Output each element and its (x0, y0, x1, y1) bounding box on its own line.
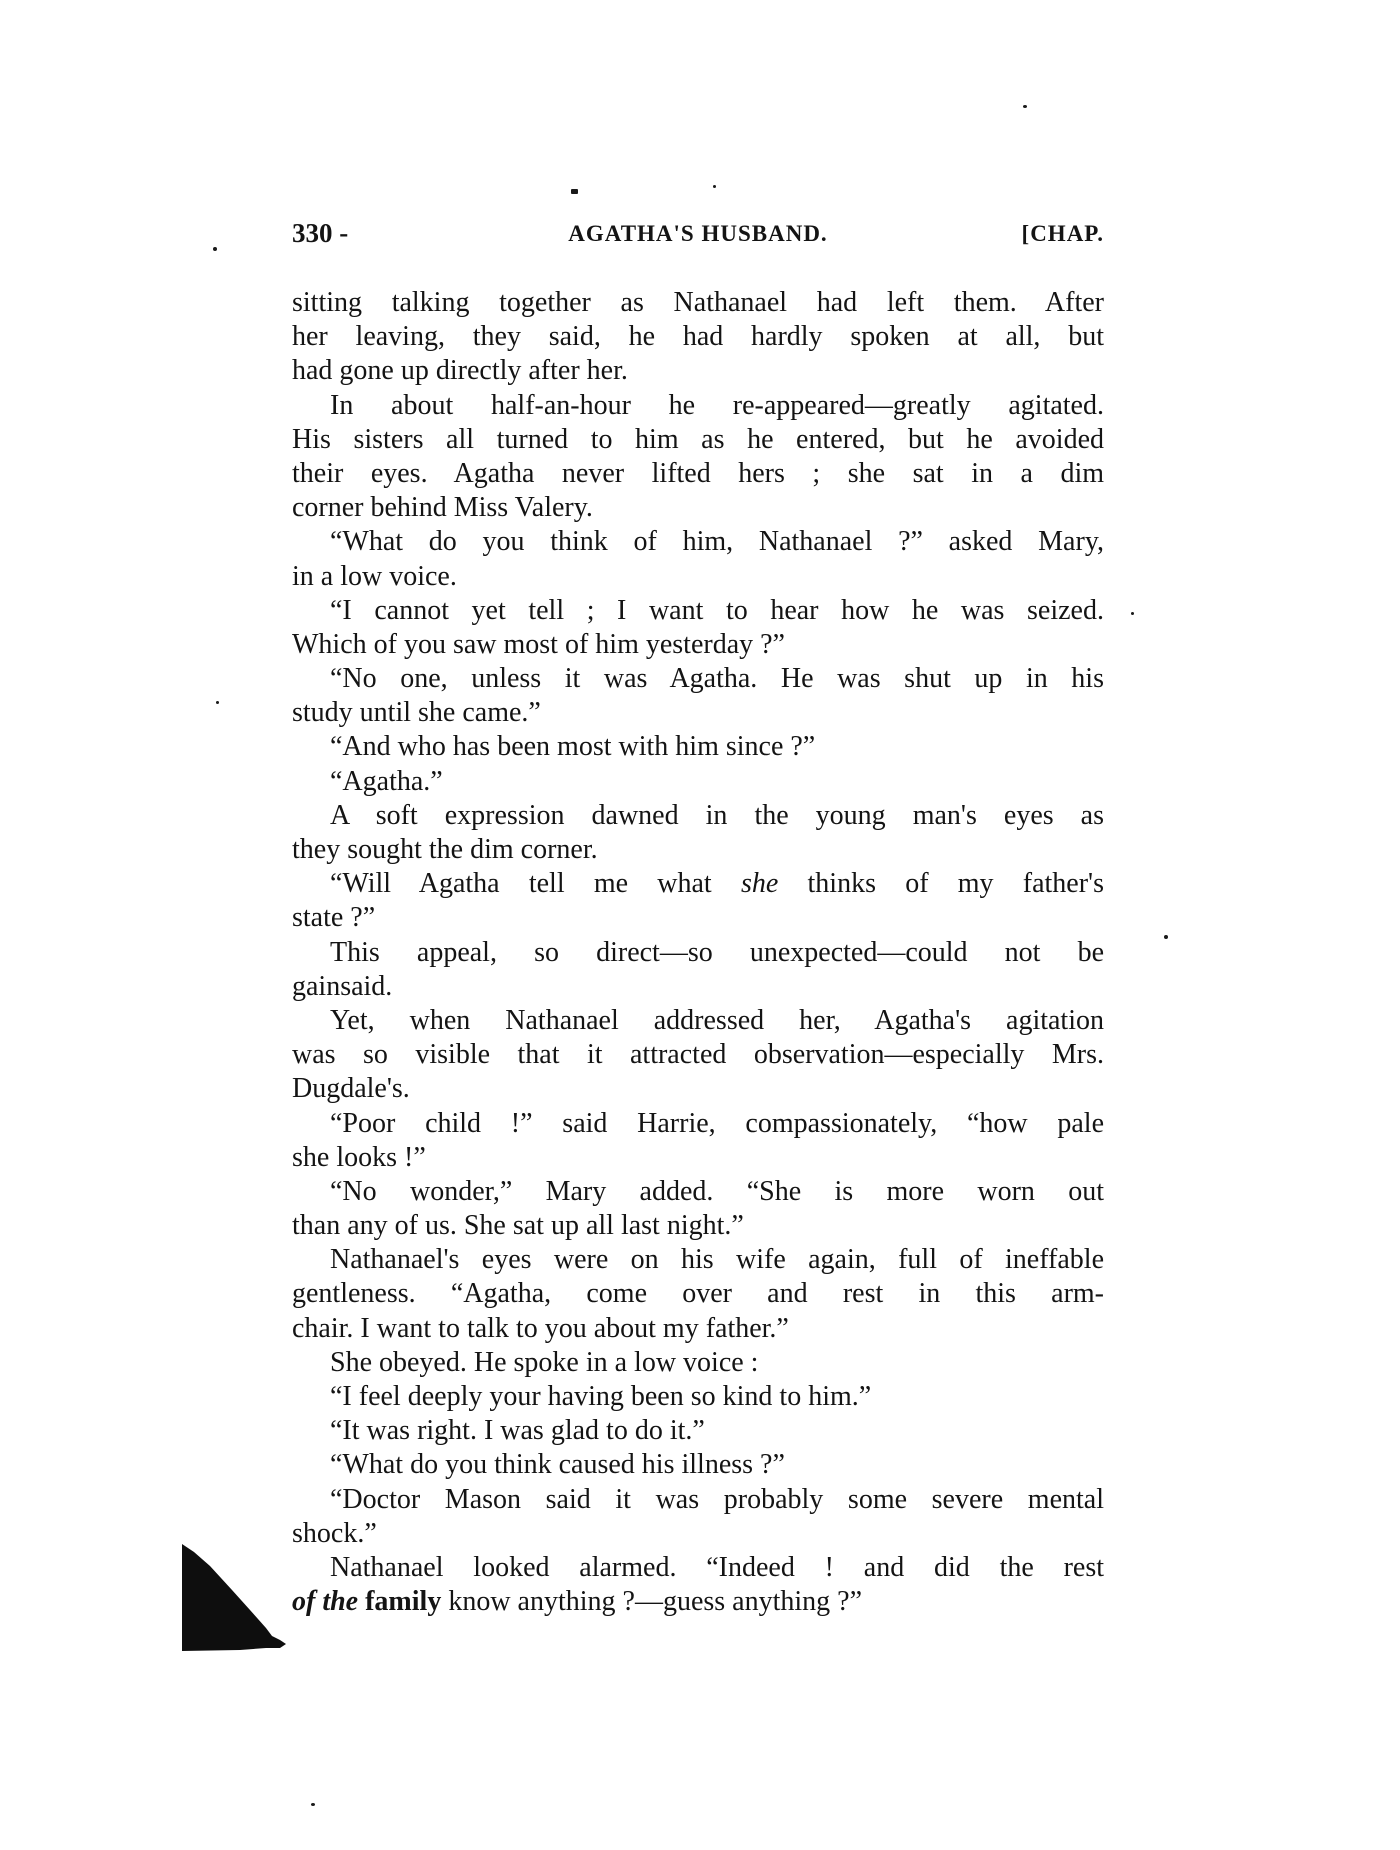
text-line: His sisters all turned to him as he entered, but he avoided (292, 423, 1104, 455)
text-line: Dugdale's. (292, 1073, 410, 1105)
scan-speck (713, 185, 716, 188)
text-line: In about half-an-hour he re-appeared—greatly agitated. (330, 389, 1104, 421)
text-line: “Poor child !” said Harrie, compassionately, “how pale (330, 1107, 1104, 1139)
running-head (292, 218, 1104, 258)
text-line: they sought the dim corner. (292, 834, 598, 865)
scan-speck (311, 1803, 315, 1806)
text-line: “And who has been most with him since ?” (330, 731, 816, 763)
text-line: Nathanael's eyes were on his wife again, full of ineffable (330, 1244, 1104, 1276)
text-line: “Agatha.” (330, 765, 443, 797)
scan-speck (213, 247, 217, 251)
text-line: “What do you think of him, Nathanael ?” asked Mary, (330, 526, 1104, 558)
scan-speck (216, 701, 219, 704)
text-line: than any of us. She sat up all last night.” (292, 1210, 744, 1242)
text-line: of the family know anything ?—guess anything ?” (292, 1586, 863, 1618)
text-line: “What do you think caused his illness ?” (330, 1449, 785, 1481)
running-head-title: AGATHA'S HUSBAND. (568, 221, 828, 246)
text-line: A soft expression dawned in the young man's eyes as (330, 799, 1104, 831)
text-line: “No one, unless it was Agatha. He was shut up in his (330, 663, 1104, 695)
text-line: gentleness. “Agatha, come over and rest in this arm- (292, 1278, 1104, 1310)
text-line: was so visible that it attracted observation—especially Mrs. (292, 1039, 1104, 1071)
text-line: chair. I want to talk to you about my father.” (292, 1312, 789, 1344)
text-line: corner behind Miss Valery. (292, 492, 593, 524)
scan-speck (1164, 935, 1168, 939)
text-line: in a low voice. (292, 560, 457, 592)
text-line: Yet, when Nathanael addressed her, Agatha's agitation (330, 1004, 1104, 1036)
text-line: “Will Agatha tell me what she thinks of my father's (330, 868, 1104, 900)
text-line: “I cannot yet tell ; I want to hear how he was seized. (330, 594, 1104, 626)
text-line: shock.” (292, 1517, 377, 1549)
body-text (292, 286, 1104, 1619)
text-line: “It was right. I was glad to do it.” (330, 1415, 705, 1447)
text-line: sitting talking together as Nathanael had left them. After (292, 287, 1104, 318)
text-line: “No wonder,” Mary added. “She is more worn out (330, 1175, 1104, 1207)
text-line: her leaving, they said, he had hardly spoken at all, but (292, 321, 1104, 353)
text-line: Which of you saw most of him yesterday ?” (292, 628, 785, 660)
text-line: “Doctor Mason said it was probably some severe mental (330, 1483, 1104, 1515)
text-line: gainsaid. (292, 970, 393, 1002)
text-line: she looks !” (292, 1141, 426, 1173)
text-line: “I feel deeply your having been so kind to him.” (330, 1381, 872, 1412)
page-number-mark: - (339, 218, 349, 248)
ink-blot (180, 1544, 286, 1652)
text-line: state ?” (292, 902, 376, 934)
text-line: Nathanael looked alarmed. “Indeed ! and did the rest (330, 1551, 1104, 1583)
text-line: their eyes. Agatha never lifted hers ; she sat in a dim (292, 457, 1104, 489)
scan-speck (1023, 105, 1027, 108)
page-number-digits: 330 (292, 218, 333, 248)
text-line: She obeyed. He spoke in a low voice : (330, 1346, 759, 1378)
text-line: had gone up directly after her. (292, 355, 628, 387)
text-line: This appeal, so direct—so unexpected—could not be (330, 936, 1104, 968)
running-head-chapter: [CHAP. (1021, 221, 1104, 246)
scan-speck (571, 189, 578, 194)
text-line: study until she came.” (292, 697, 541, 729)
scan-speck (1131, 612, 1134, 615)
